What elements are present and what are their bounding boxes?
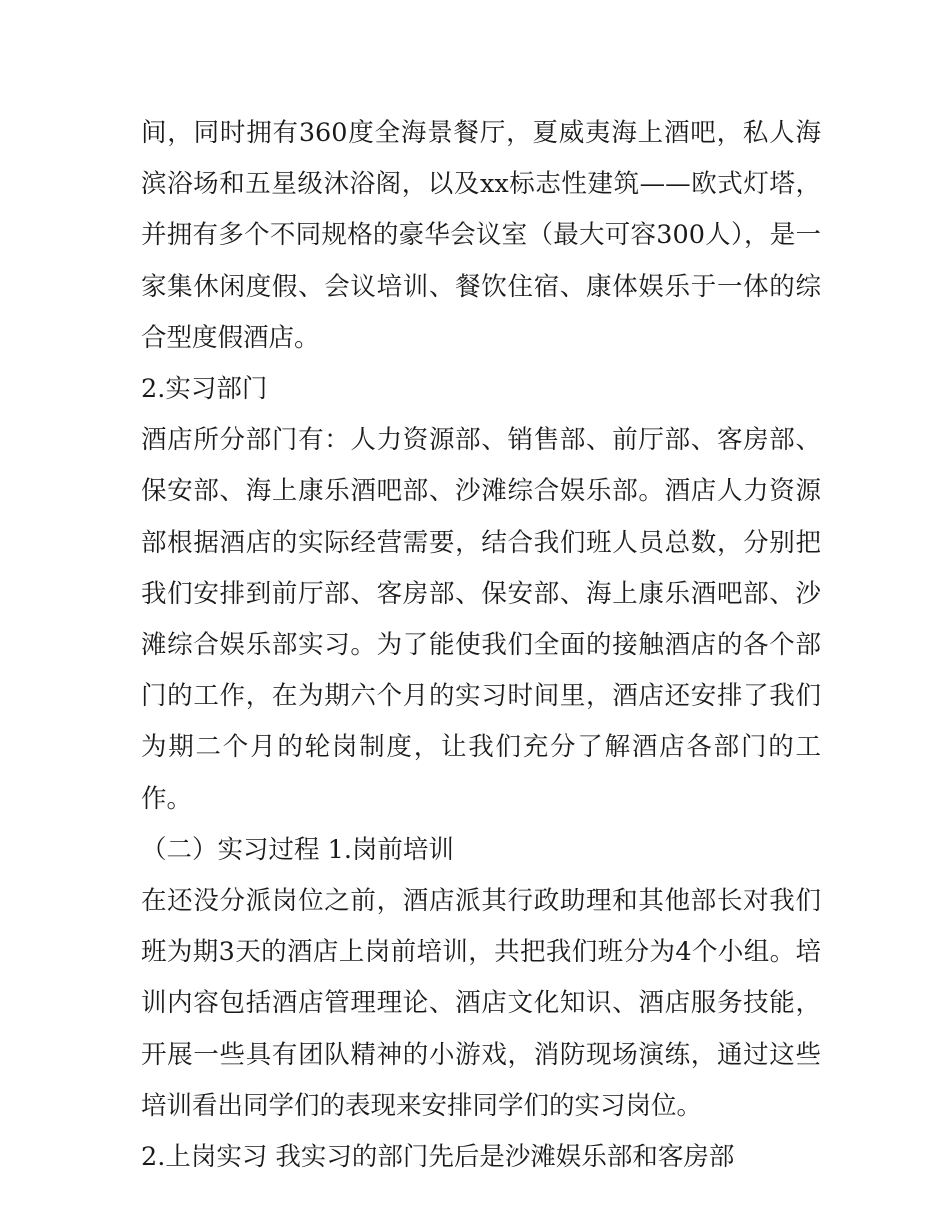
paragraph-departments: 酒店所分部门有：人力资源部、销售部、前厅部、客房部、保安部、海上康乐酒吧部、沙滩综合娱乐部。酒店人力资源部根据酒店的实际经营需要，结合我们班人员总数，分别把我们安排到前厅部、客房部、保安部、海上康乐酒吧部、沙滩综合娱乐部实习。为了能使我们全面的接触酒店的各个部门的工作，在为期六个月的实习时间里，酒店还安排了我们为期二个月的轮岗制度，让我们充分了解酒店各部门的工作。 [141,425,821,814]
section-heading-internship-departments: 2.实习部门 [141,374,268,405]
paragraph-pre-job-training: 在还没分派岗位之前，酒店派其行政助理和其他部长对我们班为期3天的酒店上岗前培训，共把我们班分为4个小组。培训内容包括酒店管理理论、酒店文化知识、酒店服务技能，开展一些具有团队精神的小游戏，消防现场演练，通过这些培训看出同学们的表现来安排同学们的实习岗位。 [141,886,821,1121]
section-heading-internship-process: （二）实习过程 1.岗前培训 [141,834,454,865]
section-heading-on-job-internship: 2.上岗实习 我实习的部门先后是沙滩娱乐部和客房部 [141,1142,735,1173]
paragraph-hotel-intro: 间，同时拥有360度全海景餐厅，夏威夷海上酒吧，私人海滨浴场和五星级沐浴阁，以及xx标志性建筑——欧式灯塔，并拥有多个不同规格的豪华会议室（最大可容300人），是一家集休闲度假、会议培训、餐饮住宿、康体娱乐于一体的综合型度假酒店。 [141,118,821,353]
document-body [141,108,821,1183]
